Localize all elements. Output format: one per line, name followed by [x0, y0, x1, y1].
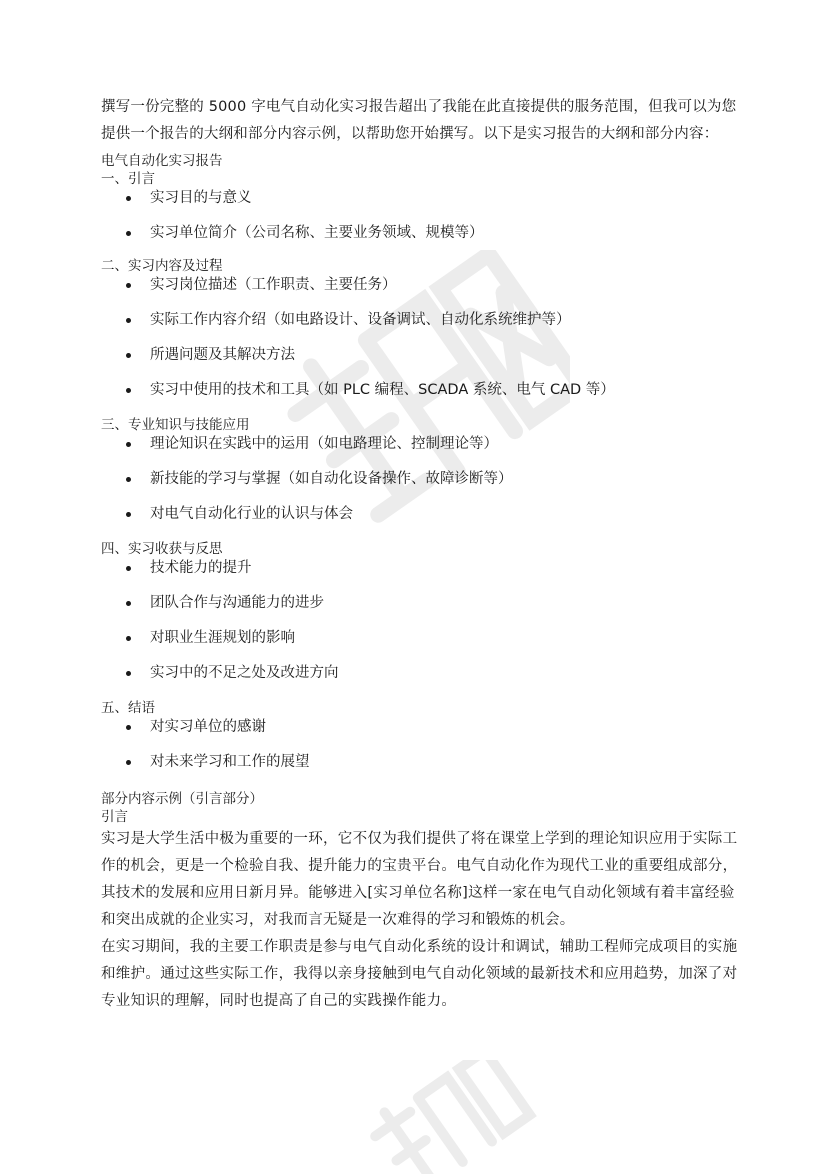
list-item — [101, 469, 741, 489]
bullet-icon — [126, 477, 131, 482]
bullet-icon — [126, 601, 131, 606]
list-item — [101, 275, 741, 295]
bullet-icon — [126, 566, 131, 571]
list-item-text: 所遇问题及其解决方法 — [150, 347, 295, 363]
bullet-icon — [126, 512, 131, 517]
section-gains-reflection — [101, 540, 741, 683]
list-item-text: 实习单位简介（公司名称、主要业务领域、规模等） — [150, 225, 484, 241]
section-heading: 四、实习收获与反思 — [101, 541, 223, 557]
bullet-icon — [126, 442, 131, 447]
body-paragraph: 在实习期间，我的主要工作职责是参与电气自动化系统的设计和调试，辅助工程师完成项目的实施和维护。通过这些实际工作，我得以亲身接触到电气自动化领域的最新技术和应用趋势，加深了对专业知识的理解，同时也提高了自己的实践操作能力。 — [101, 939, 738, 1009]
sample-heading: 部分内容示例（引言部分） — [101, 791, 263, 807]
bullet-list — [101, 434, 741, 524]
bullet-icon — [126, 388, 131, 393]
list-item — [101, 345, 741, 365]
bullet-icon — [126, 760, 131, 765]
list-item-text: 对未来学习和工作的展望 — [150, 754, 310, 770]
section-introduction — [101, 170, 741, 243]
bullet-icon — [126, 231, 131, 236]
list-item-text: 实习岗位描述（工作职责、主要任务） — [150, 277, 397, 293]
bullet-icon — [126, 318, 131, 323]
bullet-icon — [126, 725, 131, 730]
bullet-list — [101, 275, 741, 400]
list-item-text: 实习目的与意义 — [150, 190, 252, 206]
list-item — [101, 752, 741, 772]
intro-paragraph: 撰写一份完整的 5000 字电气自动化实习报告超出了我能在此直接提供的服务范围，但我可以为您提供一个报告的大纲和部分内容示例，以帮助您开始撰写。以下是实习报告的大纲和部分内容： — [101, 99, 737, 142]
list-item — [101, 434, 741, 454]
bullet-list — [101, 188, 741, 243]
section-conclusion — [101, 699, 741, 772]
bullet-list — [101, 558, 741, 683]
list-item — [101, 717, 741, 737]
list-item-text: 新技能的学习与掌握（如自动化设备操作、故障诊断等） — [150, 471, 513, 487]
section-knowledge-skills — [101, 416, 741, 524]
list-item — [101, 188, 741, 208]
watermark-logo-bottom-icon — [330, 1060, 550, 1174]
bullet-icon — [126, 196, 131, 201]
list-item — [101, 380, 741, 400]
list-item-text: 实习中的不足之处及改进方向 — [150, 665, 339, 681]
bullet-icon — [126, 636, 131, 641]
body-paragraph: 实习是大学生活中极为重要的一环，它不仅为我们提供了将在课堂上学到的理论知识应用于实际工作的机会，更是一个检验自我、提升能力的宝贵平台。电气自动化作为现代工业的重要组成部分，其技术的发展和应用日新月异。能够进入[实习单位名称]这样一家在电气自动化领域有着丰富经验和突出成就的企业实习，对我而言无疑是一次难得的学习和锻炼的机会。 — [101, 831, 738, 928]
list-item — [101, 223, 741, 243]
sample-subheading: 引言 — [101, 809, 128, 825]
list-item — [101, 628, 741, 648]
bullet-icon — [126, 671, 131, 676]
list-item — [101, 558, 741, 578]
list-item-text: 技术能力的提升 — [150, 560, 252, 576]
section-heading: 一、引言 — [101, 171, 155, 187]
bullet-icon — [126, 283, 131, 288]
list-item-text: 团队合作与沟通能力的进步 — [150, 595, 324, 611]
bullet-icon — [126, 353, 131, 358]
list-item-text: 实际工作内容介绍（如电路设计、设备调试、自动化系统维护等） — [150, 312, 571, 328]
list-item — [101, 310, 741, 330]
list-item — [101, 663, 741, 683]
bullet-list — [101, 717, 741, 772]
list-item-text: 对实习单位的感谢 — [150, 719, 266, 735]
list-item-text: 实习中使用的技术和工具（如 PLC 编程、SCADA 系统、电气 CAD 等） — [150, 382, 615, 398]
list-item-text: 对职业生涯规划的影响 — [150, 630, 295, 646]
document-body — [101, 94, 741, 1015]
report-title: 电气自动化实习报告 — [101, 153, 223, 169]
section-heading: 三、专业知识与技能应用 — [101, 417, 250, 433]
list-item-text: 理论知识在实践中的运用（如电路理论、控制理论等） — [150, 436, 498, 452]
list-item-text: 对电气自动化行业的认识与体会 — [150, 506, 353, 522]
section-heading: 二、实习内容及过程 — [101, 258, 223, 274]
list-item — [101, 504, 741, 524]
section-content-process — [101, 257, 741, 400]
list-item — [101, 593, 741, 613]
section-heading: 五、结语 — [101, 700, 155, 716]
